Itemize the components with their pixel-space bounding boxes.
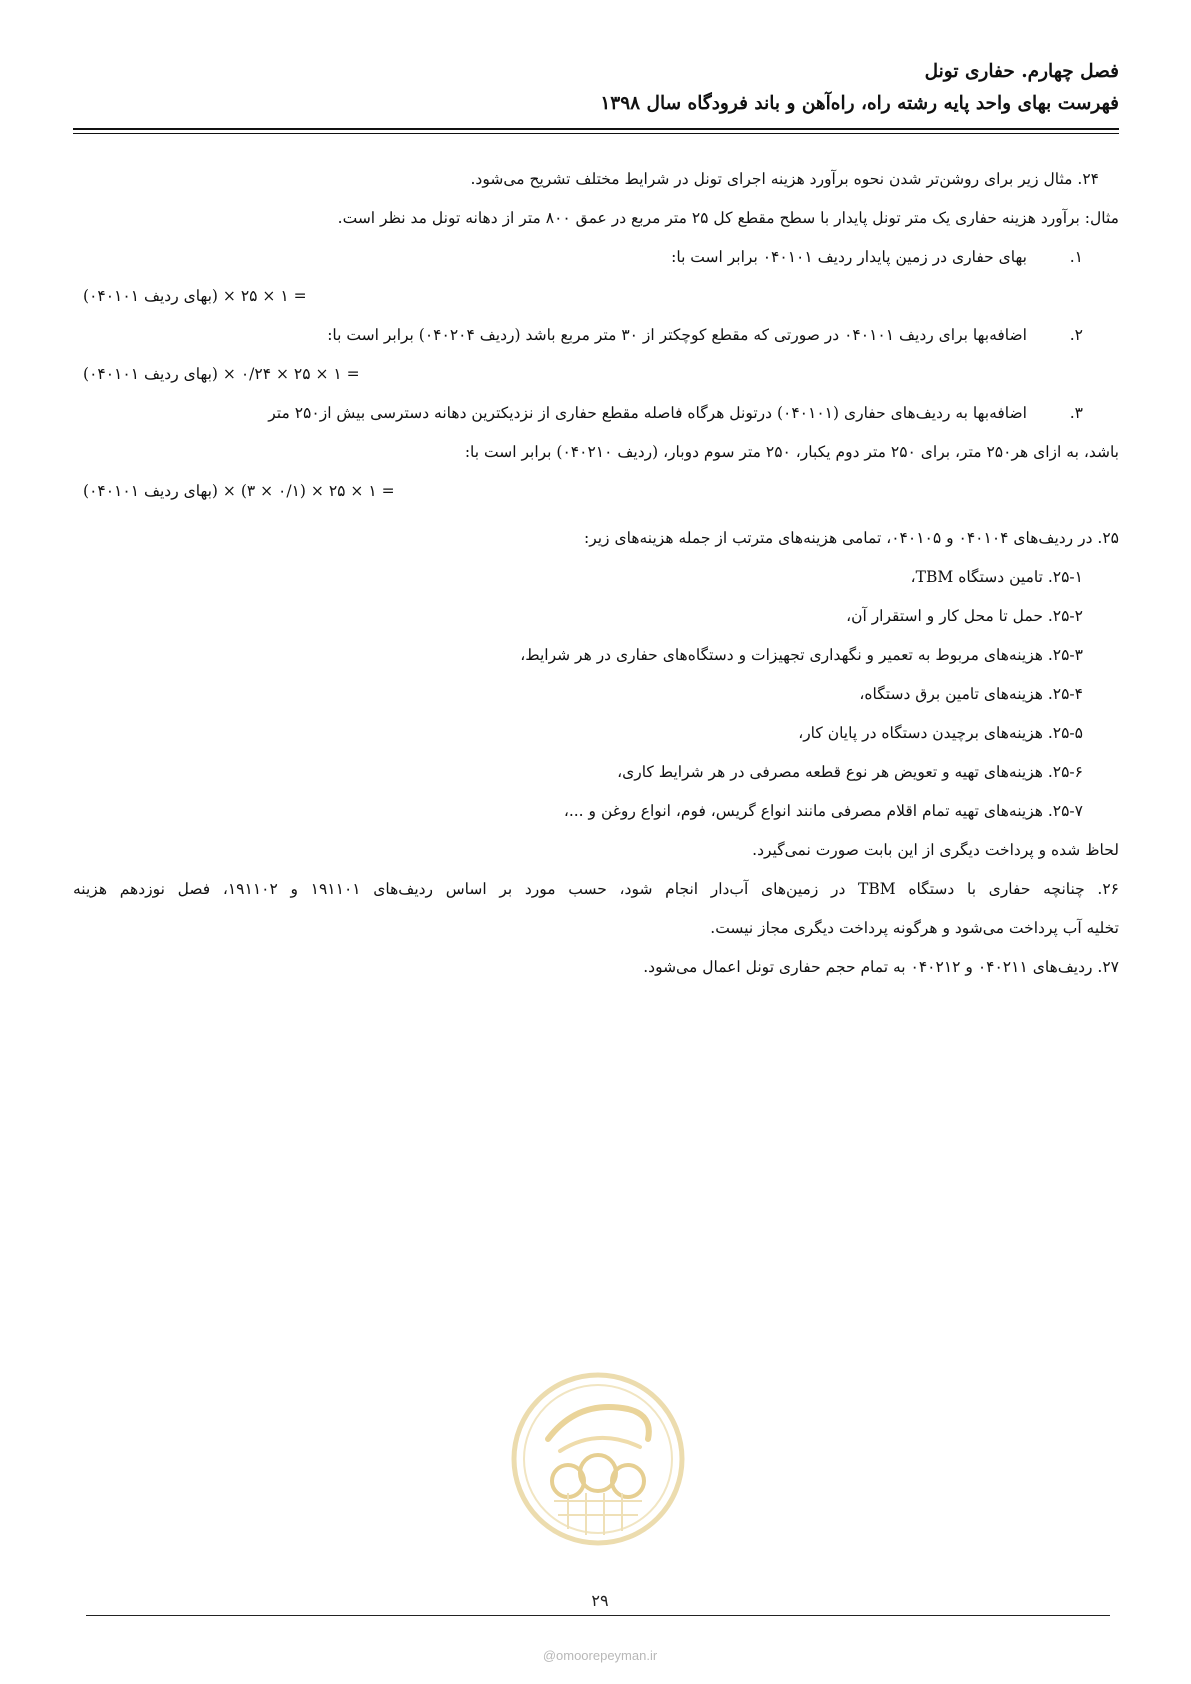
document-subtitle: فهرست بهای واحد پایه رشته راه، راه‌آهن و باند فرودگاه سال ۱۳۹۸ [600, 93, 1119, 114]
example-paragraph: مثال: برآورد هزینه حفاری یک متر تونل پایدار با سطح مقطع کل ۲۵ متر مربع در عمق ۸۰۰ متر از دهانه تونل مد نظر است. [337, 209, 1119, 227]
formula-1 [73, 277, 1119, 316]
paragraph-25-outro: لحاظ شده و پرداخت دیگری از این بابت صورت نمی‌گیرد. [752, 841, 1119, 859]
list-item-2-number: ۲. [1069, 326, 1083, 344]
formula-3-text: = ۱ × ۲۵ × (۰/۱ × ۳) × (بهای ردیف ۰۴۰۱۰۱) [83, 482, 395, 500]
list-item-3-text-line1: اضافه‌بها به ردیف‌های حفاری (۰۴۰۱۰۱) درتونل هرگاه فاصله مقطع حفاری از نزدیکترین دهانه دسترسی بیش از۲۵۰ متر [268, 404, 1027, 422]
paragraph-26-line2: تخلیه آب پرداخت می‌شود و هرگونه پرداخت دیگری مجاز نیست. [710, 919, 1119, 937]
paragraph-26-line1: ۲۶. چنانچه حفاری با دستگاه TBM در زمین‌های آب‌دار انجام شود، حسب مورد بر اساس ردیف‌های ۱۹۱۱۰۱ و ۱۹۱۱۰۲، فصل نوزدهم هزینه [73, 880, 1119, 898]
page-number: ۲۹ [591, 1591, 609, 1610]
document-body [73, 160, 1119, 987]
list-item-1-text: بهای حفاری در زمین پایدار ردیف ۰۴۰۱۰۱ برابر است با: [671, 248, 1027, 266]
paragraph-24: ۲۴. مثال زیر برای روشن‌تر شدن نحوه برآورد هزینه اجرای تونل در شرایط مختلف تشریح می‌شود. [470, 170, 1099, 188]
list-item-3-number: ۳. [1069, 404, 1083, 422]
sub-item-25-5: ۲۵-۵. هزینه‌های برچیدن دستگاه در پایان کار، [798, 724, 1083, 742]
list-item-2-text: اضافه‌بها برای ردیف ۰۴۰۱۰۱ در صورتی که مقطع کوچکتر از ۳۰ متر مربع باشد (ردیف ۰۴۰۲۰۴) برابر است با: [327, 326, 1027, 344]
list-item-1 [73, 238, 1119, 277]
formula-2 [73, 355, 1119, 394]
header-divider-thick [73, 128, 1119, 130]
sub-item-25-1: ۲۵-۱. تامین دستگاه TBM، [910, 568, 1083, 586]
sub-item-25-4: ۲۵-۴. هزینه‌های تامین برق دستگاه، [859, 685, 1083, 703]
chapter-title: فصل چهارم. حفاری تونل [924, 61, 1119, 82]
list-item-2 [73, 316, 1119, 355]
sub-item-25-6: ۲۵-۶. هزینه‌های تهیه و تعویض هر نوع قطعه مصرفی در هر شرایط کاری، [617, 763, 1083, 781]
header-divider-thin [73, 133, 1119, 134]
paragraph-27: ۲۷. ردیف‌های ۰۴۰۲۱۱ و ۰۴۰۲۱۲ به تمام حجم حفاری تونل اعمال می‌شود. [643, 958, 1119, 976]
list-item-3-text-line2: باشد، به ازای هر۲۵۰ متر، برای ۲۵۰ متر دوم یکبار، ۲۵۰ متر سوم دوبار، (ردیف ۰۴۰۲۱۰) برابر است با: [464, 443, 1119, 461]
paragraph-25-intro: ۲۵. در ردیف‌های ۰۴۰۱۰۴ و ۰۴۰۱۰۵، تمامی هزینه‌های مترتب از جمله هزینه‌های زیر: [583, 529, 1119, 547]
list-item-3 [73, 394, 1119, 433]
omoorepeyman-logo-watermark [508, 1369, 688, 1549]
sub-item-25-2: ۲۵-۲. حمل تا محل کار و استقرار آن، [846, 607, 1083, 625]
footer-divider [86, 1615, 1110, 1616]
formula-2-text: = ۱ × ۲۵ × ۰/۲۴ × (بهای ردیف ۰۴۰۱۰۱) [83, 365, 360, 383]
sub-item-25-7: ۲۵-۷. هزینه‌های تهیه تمام اقلام مصرفی مانند انواع گریس، فوم، انواع روغن و ...، [563, 802, 1083, 820]
page-header [73, 56, 1119, 120]
list-item-1-number: ۱. [1069, 248, 1083, 266]
formula-1-text: = ۱ × ۲۵ × (بهای ردیف ۰۴۰۱۰۱) [83, 287, 307, 305]
sub-item-25-3: ۲۵-۳. هزینه‌های مربوط به تعمیر و نگهداری تجهیزات و دستگاه‌های حفاری در هر شرایط، [520, 646, 1083, 664]
formula-3 [73, 472, 1119, 511]
watermark-url: @omoorepeyman.ir [542, 1648, 658, 1663]
